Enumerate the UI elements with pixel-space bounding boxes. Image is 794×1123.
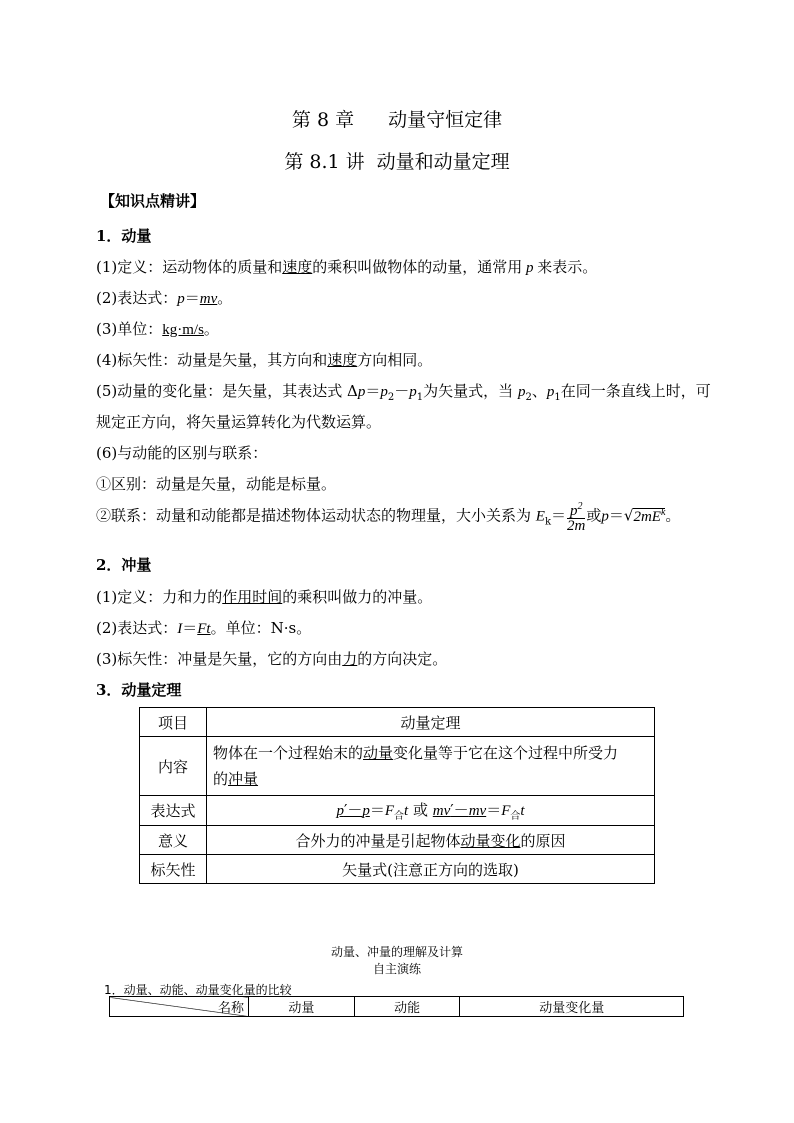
table-row [140,737,655,796]
momentum-theorem-table [139,707,655,884]
s1-relation-title: (6)与动能的区别与联系： [96,444,268,462]
table-header-theorem: 动量定理 [207,708,655,737]
s1-unit: (3)单位：kg·m/s。 [96,320,219,338]
lecture-title: 第 8.1 讲 动量和动量定理 [284,151,510,173]
table-row [140,708,655,737]
table-label-vector: 标矢性 [140,855,207,884]
comparison-table [109,996,684,1017]
s2-definition: (1)定义：力和力的作用时间的乘积叫做力的冲量。 [96,588,433,606]
table-header-momentum-change: 动量变化量 [460,997,684,1017]
s1-relation-link: ②联系：动量和动能都是描述物体运动状态的物理量，大小关系为 $E_k=$ $\frac{p^2}{2m}$ 或$p=√2mE^k$。 [96,501,681,534]
s1-expression: (2)表达式：p＝mv。 [96,289,233,307]
table-meaning-text: 合外力的冲量是引起物体动量变化的原因 [207,826,655,855]
s1-definition: (1)定义：运动物体的质量和速度的乘积叫做物体的动量，通常用 p 来表示。 [96,258,598,276]
table-header-item: 项目 [140,708,207,737]
table-row [140,826,655,855]
table-label-meaning: 意义 [140,826,207,855]
table-vector-text: 矢量式(注意正方向的选取) [207,855,655,884]
chapter-title: 第 8 章 动量守恒定律 [291,109,503,131]
subsection-title: 动量、冲量的理解及计算 [330,945,463,959]
subsection-subtitle: 自主演练 [372,962,421,976]
s1-title: 1．动量 [96,227,152,245]
table-header-name: 名称 [110,997,249,1017]
table-label-content: 内容 [140,737,207,796]
fraction-p2-2m: $\frac{p^2}{2m}$ [567,501,586,534]
section-heading: 【知识点精讲】 [100,192,206,210]
table-header-momentum: 动量 [249,997,355,1017]
table-row [140,855,655,884]
s2-vector: (3)标矢性：冲量是矢量，它的方向由力的方向决定。 [96,650,448,668]
s1-change: (5)动量的变化量：是矢量，其表达式 $\Delta p=p_2-p_1$为矢量式，当 $p_2$、$p_1$在同一条直线上时，可 [96,382,711,403]
table-row [140,796,655,826]
s1-relation-difference: ①区别：动量是矢量，动能是标量。 [96,475,337,493]
comparison-item-title: 1．动量、动能、动量变化量的比较 [104,983,292,997]
table-content-text: 物体在一个过程始末的动量变化量等于它在这个过程中所受力 的冲量 [207,737,655,796]
s2-expression: (2)表达式：I＝Ft。单位：N·s。 [96,619,312,637]
table-expression-formula: $p'-p=F_合t$ 或 $mv'-mv=F_合t$ [207,796,655,826]
table-row [110,997,684,1017]
s3-title: 3．动量定理 [96,681,182,699]
table-header-kinetic-energy: 动能 [354,997,460,1017]
s1-vector: (4)标矢性：动量是矢量，其方向和速度方向相同。 [96,351,433,369]
table-label-expression: 表达式 [140,796,207,826]
s2-title: 2．冲量 [96,556,152,574]
s1-change-line2: 规定正方向，将矢量运算转化为代数运算。 [96,413,382,431]
